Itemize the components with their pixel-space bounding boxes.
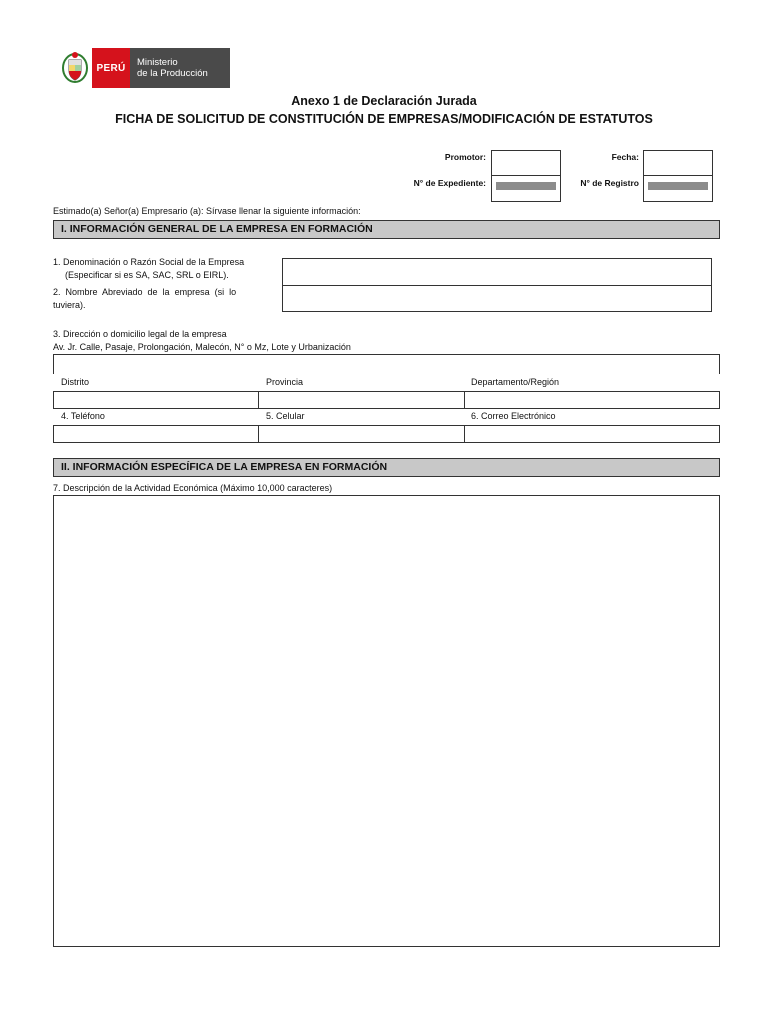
registro-label: N° de Registro (580, 178, 639, 188)
direccion-field[interactable] (53, 354, 720, 374)
ministry-line1: Ministerio (137, 57, 178, 68)
provincia-label: Provincia (266, 377, 304, 387)
celular-label: 5. Celular (266, 411, 305, 421)
q1-label-line1: 1. Denominación o Razón Social de la Empresa (53, 257, 245, 267)
country-label: PERÚ (92, 48, 130, 88)
q2-label-line1: 2. Nombre Abreviado de la empresa (si lo (53, 287, 237, 297)
promotor-label: Promotor: (444, 152, 486, 162)
q2-label-line2: tuviera). (53, 300, 86, 310)
q1-label-line2: (Especificar si es SA, SAC, SRL o EIRL). (65, 270, 229, 280)
form-title: FICHA DE SOLICITUD DE CONSTITUCIÓN DE EMPRESAS/MODIFICACIÓN DE ESTATUTOS (115, 112, 653, 126)
registro-shading (648, 182, 708, 190)
celular-field[interactable] (258, 425, 465, 443)
coat-of-arms-icon (58, 48, 92, 88)
q3-label-line2: Av. Jr. Calle, Pasaje, Prolongación, Malecón, N° o Mz, Lote y Urbanización (53, 342, 351, 352)
departamento-label: Departamento/Región (471, 377, 560, 387)
razon-social-field[interactable] (282, 258, 712, 286)
expediente-label: N° de Expediente: (413, 178, 486, 188)
distrito-field[interactable] (53, 391, 259, 409)
fecha-label: Fecha: (611, 152, 639, 162)
ministry-name (130, 48, 230, 88)
promotor-field[interactable] (491, 150, 561, 176)
correo-label: 6. Correo Electrónico (471, 411, 556, 421)
annex-title: Anexo 1 de Declaración Jurada (291, 94, 477, 108)
fecha-field[interactable] (643, 150, 713, 176)
telefono-field[interactable] (53, 425, 259, 443)
section-1-header: I. INFORMACIÓN GENERAL DE LA EMPRESA EN FORMACIÓN (53, 220, 720, 239)
section-2-header: II. INFORMACIÓN ESPECÍFICA DE LA EMPRESA EN FORMACIÓN (53, 458, 720, 477)
q7-label: 7. Descripción de la Actividad Económica (Máximo 10,000 caracteres) (53, 483, 333, 493)
correo-field[interactable] (464, 425, 720, 443)
distrito-label: Distrito (61, 377, 90, 387)
departamento-field[interactable] (464, 391, 720, 409)
ministry-line2: de la Producción (137, 68, 208, 79)
expediente-shading (496, 182, 556, 190)
ministry-logo (58, 48, 230, 88)
q3-label-line1: 3. Dirección o domicilio legal de la empresa (53, 329, 227, 339)
provincia-field[interactable] (258, 391, 465, 409)
nombre-abreviado-field[interactable] (282, 285, 712, 312)
telefono-label: 4. Teléfono (61, 411, 105, 421)
actividad-economica-field[interactable] (53, 495, 720, 947)
intro-text: Estimado(a) Señor(a) Empresario (a): Sírvase llenar la siguiente información: (53, 206, 361, 216)
